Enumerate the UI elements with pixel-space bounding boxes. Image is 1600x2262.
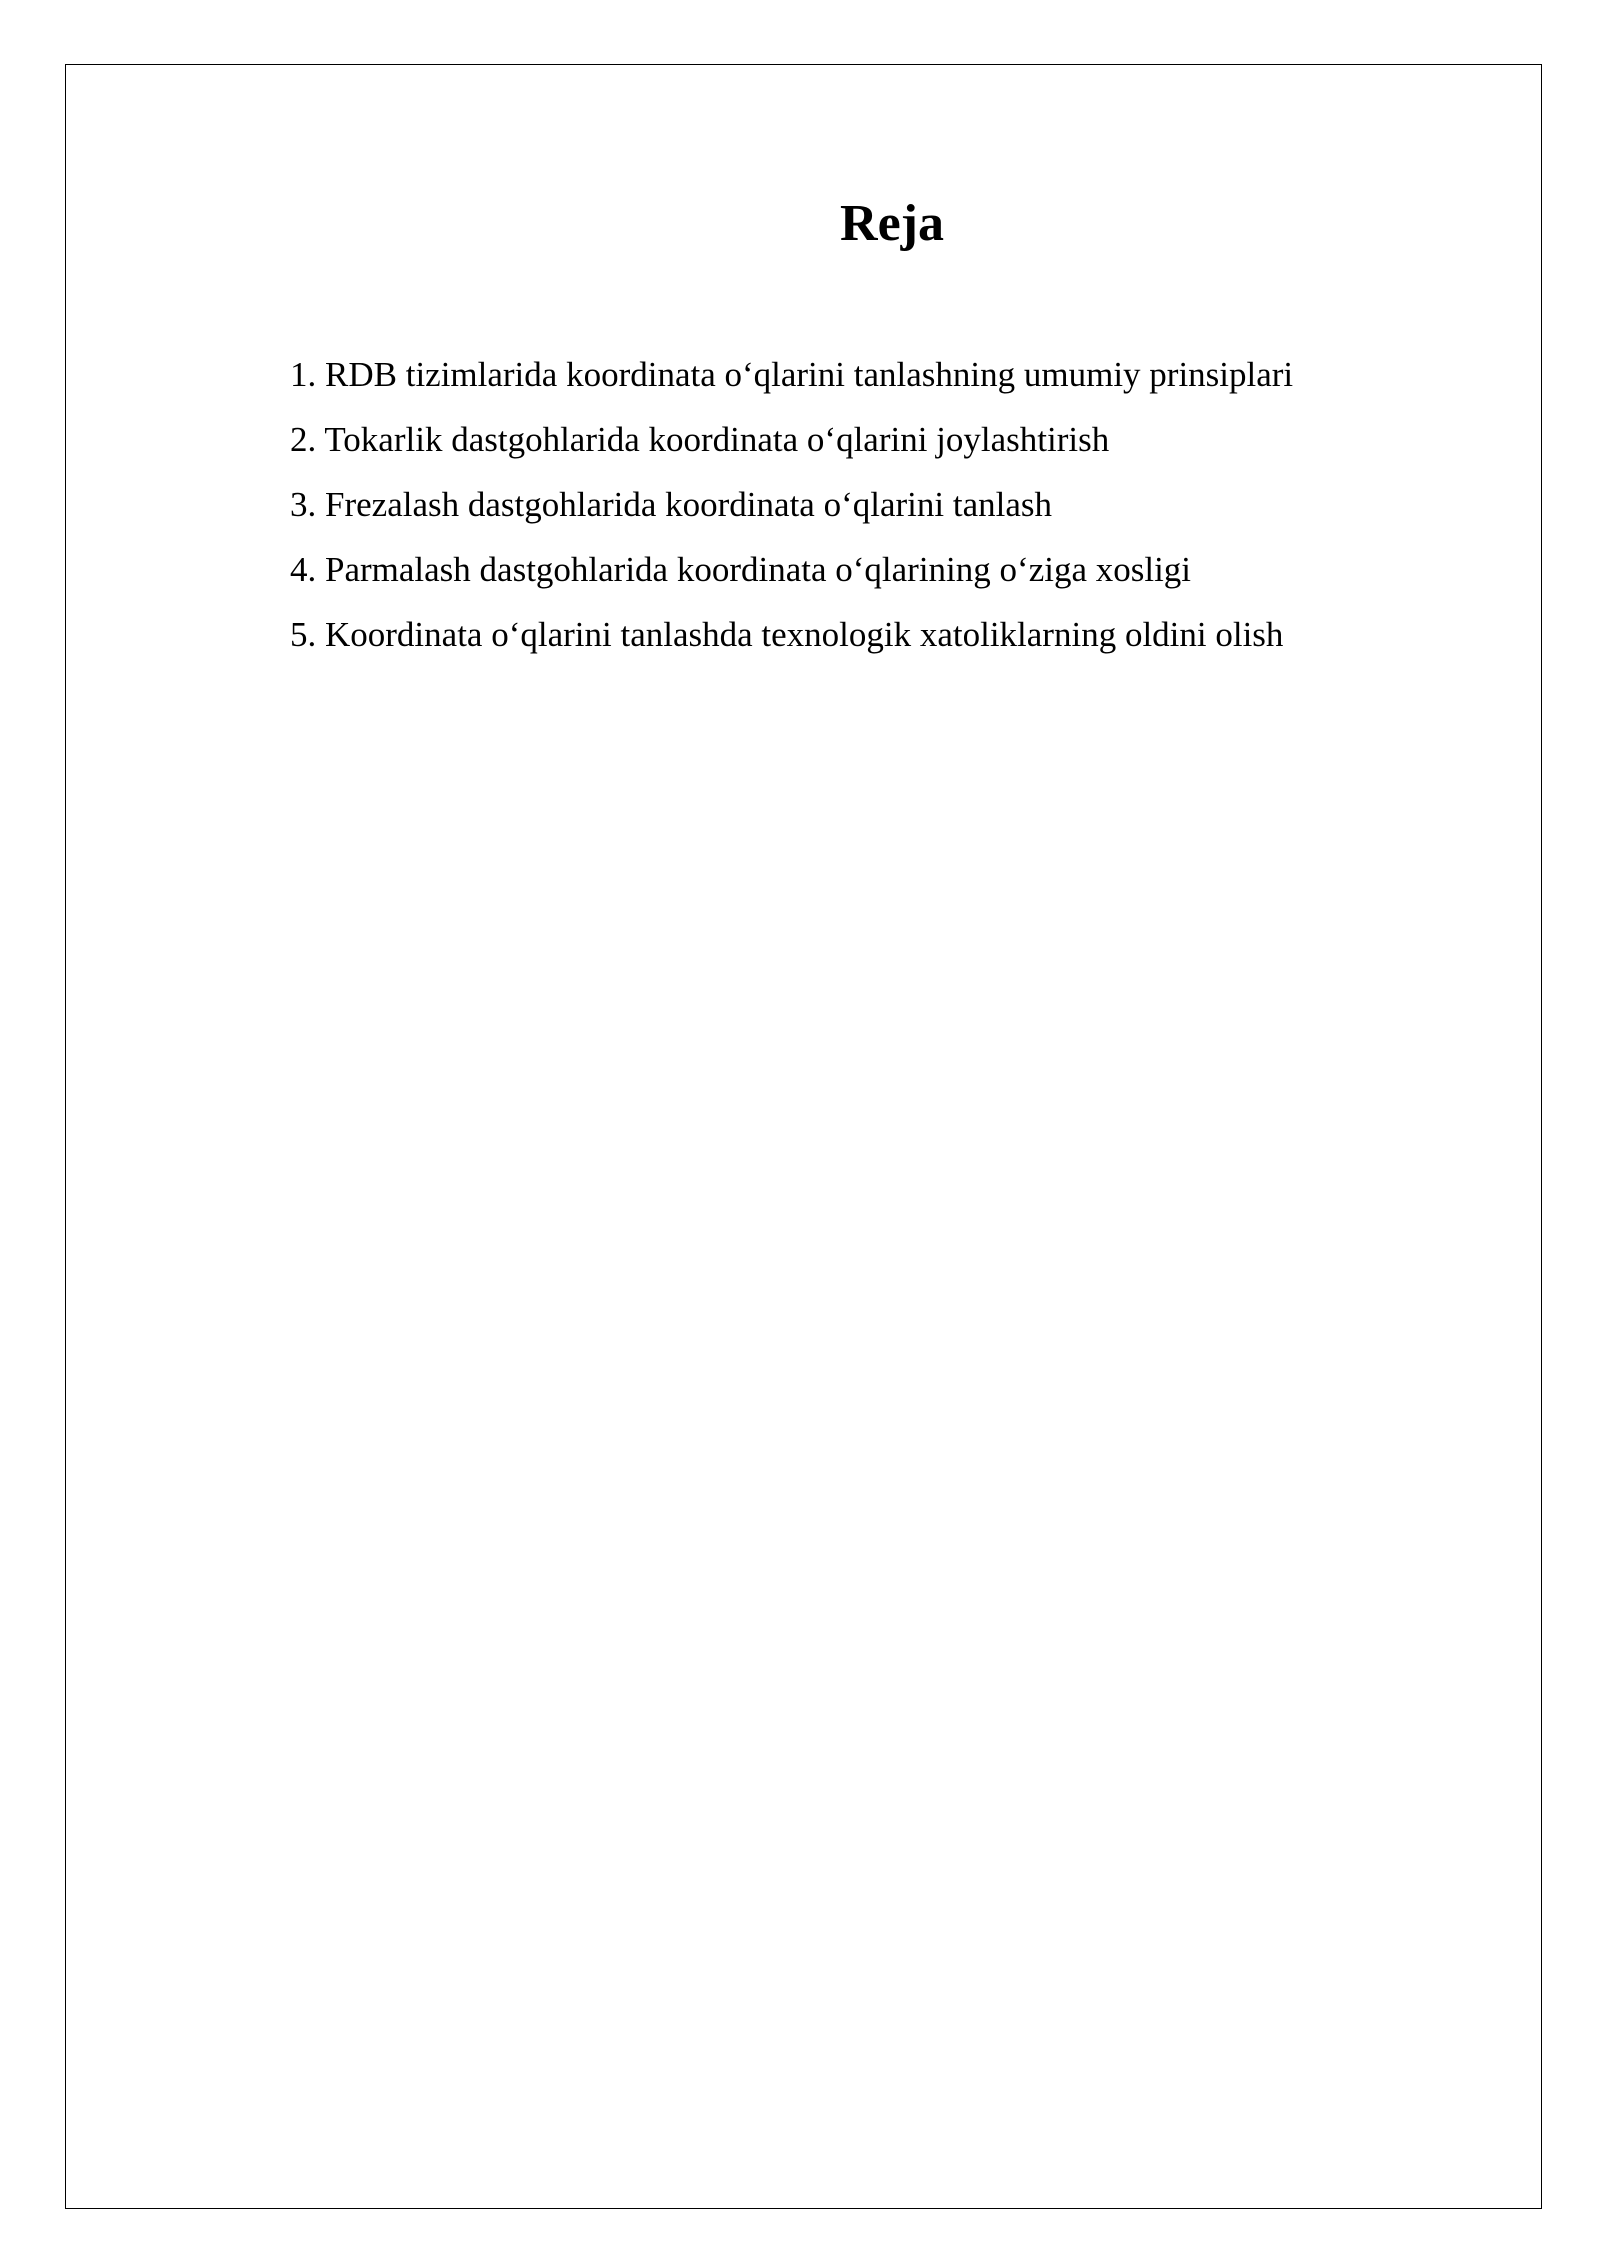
plan-item-4: 4. Parmalash dastgohlarida koordinata oʻqlarining oʻziga xosligi [290,550,1192,589]
plan-item-5: 5. Koordinata oʻqlarini tanlashda texnologik xatoliklarning oldini olish [290,615,1284,654]
plan-list [290,342,1293,667]
page-title: Reja [840,195,944,252]
plan-item-1: 1. RDB tizimlarida koordinata oʻqlarini tanlashning umumiy prinsiplari [290,355,1294,394]
plan-item-2: 2. Tokarlik dastgohlarida koordinata oʻqlarini joylashtirish [290,420,1110,459]
plan-item-3: 3. Frezalash dastgohlarida koordinata oʻqlarini tanlash [290,485,1052,524]
